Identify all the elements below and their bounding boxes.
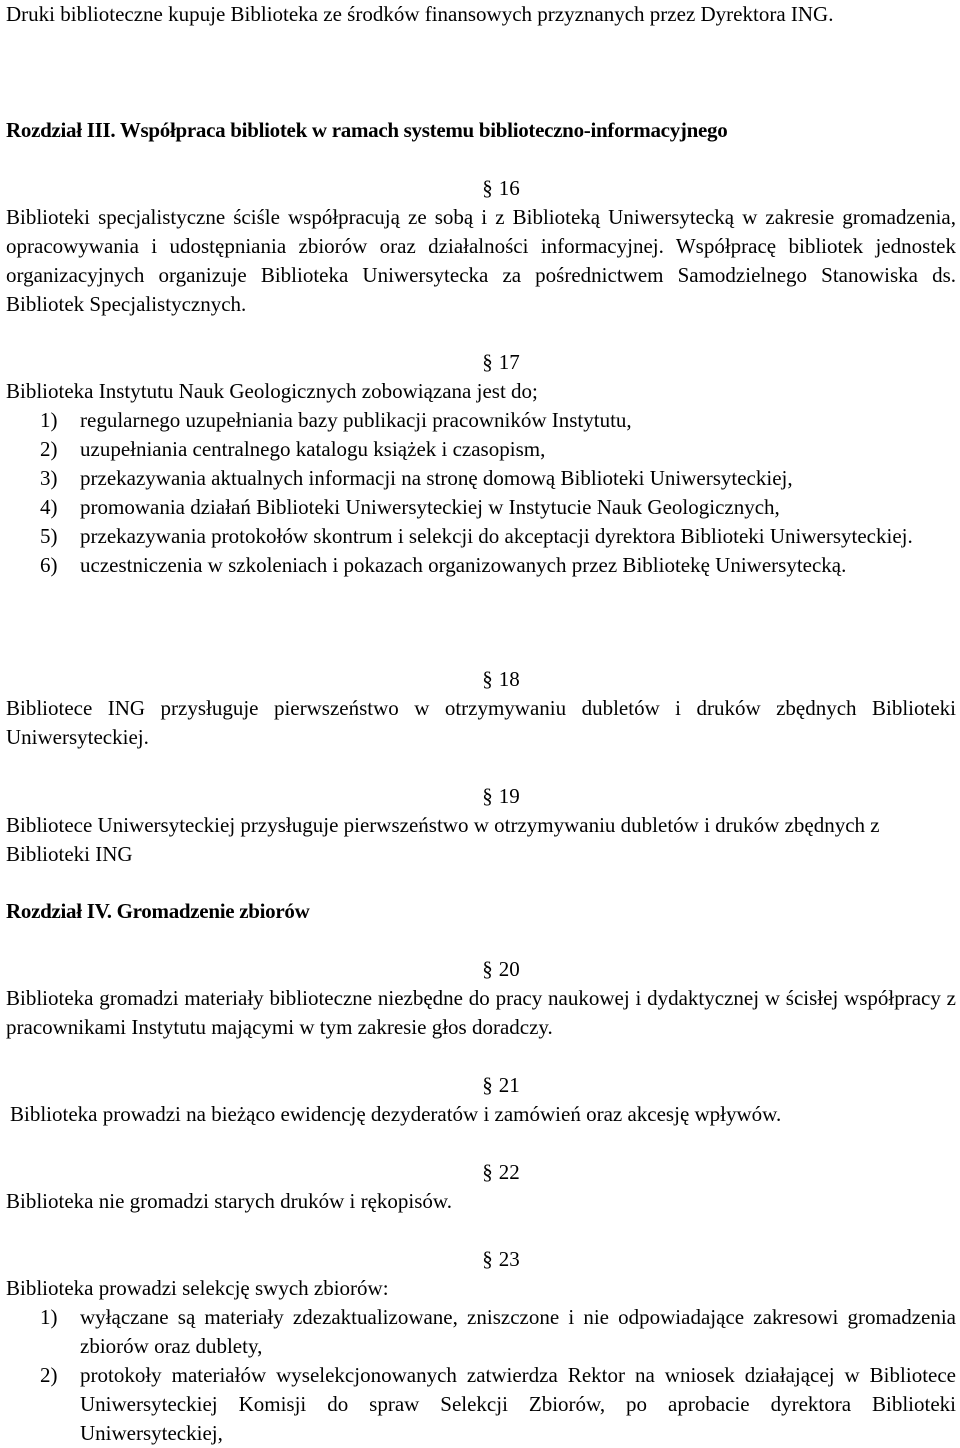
section-23-list: [6, 1303, 956, 1448]
intro-paragraph: Druki biblioteczne kupuje Biblioteka ze środków finansowych przyznanych przez Dyrektora ING.: [6, 2, 834, 26]
section-20-number: § 20: [482, 957, 520, 981]
chapter-4-heading: Rozdział IV. Gromadzenie zbiorów: [6, 899, 310, 923]
section-17-intro: Biblioteka Instytutu Nauk Geologicznych zobowiązana jest do;: [6, 379, 538, 403]
section-18-text: Bibliotece ING przysługuje pierwszeństwo w otrzymywaniu dubletów i druków zbędnych Biblioteki Uniwersyteckiej.: [6, 696, 956, 749]
list-item: 6) uczestniczenia w szkoleniach i pokazach organizowanych przez Bibliotekę Uniwersytecką.: [40, 553, 847, 577]
section-21-number: § 21: [482, 1073, 520, 1097]
section-19-text: Bibliotece Uniwersyteckiej przysługuje pierwszeństwo w otrzymywaniu dubletów i druków zbędnych z Biblioteki ING: [6, 813, 880, 866]
chapter-3-heading: Rozdział III. Współpraca bibliotek w ramach systemu biblioteczno-informacyjnego: [6, 118, 728, 142]
section-16-text: Biblioteki specjalistyczne ściśle współpracują ze sobą i z Biblioteką Uniwersytecką w zakresie gromadzenia, opracowywania i udostępniania zbiorów oraz działalności informacyjnej. Współpracę bibliotek jednostek organizacyjnych organizuje Biblioteka Uniwersytecka za pośrednictwem Samodzielnego Stanowiska ds. Bibliotek Specjalistycznych.: [6, 205, 956, 316]
section-21-text: Biblioteka prowadzi na bieżąco ewidencję dezyderatów i zamówień oraz akcesję wpływów.: [10, 1102, 782, 1126]
list-item: 1) regularnego uzupełniania bazy publikacji pracowników Instytutu,: [40, 408, 632, 432]
section-17-list: [6, 406, 956, 580]
section-19-number: § 19: [482, 784, 520, 808]
list-item: 2) uzupełniania centralnego katalogu książek i czasopism,: [40, 437, 546, 461]
list-item: 5) przekazywania protokołów skontrum i selekcji do akceptacji dyrektora Biblioteki Uniwersyteckiej.: [40, 524, 913, 548]
list-item: 2) protokoły materiałów wyselekcjonowanych zatwierdza Rektor na wniosek działającej w Bibliotece Uniwersyteckiej Komisji do spraw Selekcji Zbiorów, po aprobacie dyrektora Biblioteki Uniwersyteckiej,: [40, 1363, 956, 1445]
section-20-text: Biblioteka gromadzi materiały biblioteczne niezbędne do pracy naukowej i dydaktycznej w ścisłej współpracy z pracownikami Instytutu mającymi w tym zakresie głos doradczy.: [6, 986, 956, 1039]
list-item: 1) wyłączane są materiały zdezaktualizowane, zniszczone i nie odpowiadające zakresowi gromadzenia zbiorów oraz dublety,: [40, 1305, 956, 1358]
section-22-text: Biblioteka nie gromadzi starych druków i rękopisów.: [6, 1189, 452, 1213]
section-23-number: § 23: [482, 1247, 520, 1271]
section-17-number: § 17: [482, 350, 520, 374]
section-18-number: § 18: [482, 667, 520, 691]
list-item: 3) przekazywania aktualnych informacji na stronę domową Biblioteki Uniwersyteckiej,: [40, 466, 793, 490]
section-23-intro: Biblioteka prowadzi selekcję swych zbiorów:: [6, 1276, 389, 1300]
section-22-number: § 22: [482, 1160, 520, 1184]
section-16-number: § 16: [482, 176, 520, 200]
list-item: 4) promowania działań Biblioteki Uniwersyteckiej w Instytucie Nauk Geologicznych,: [40, 495, 780, 519]
